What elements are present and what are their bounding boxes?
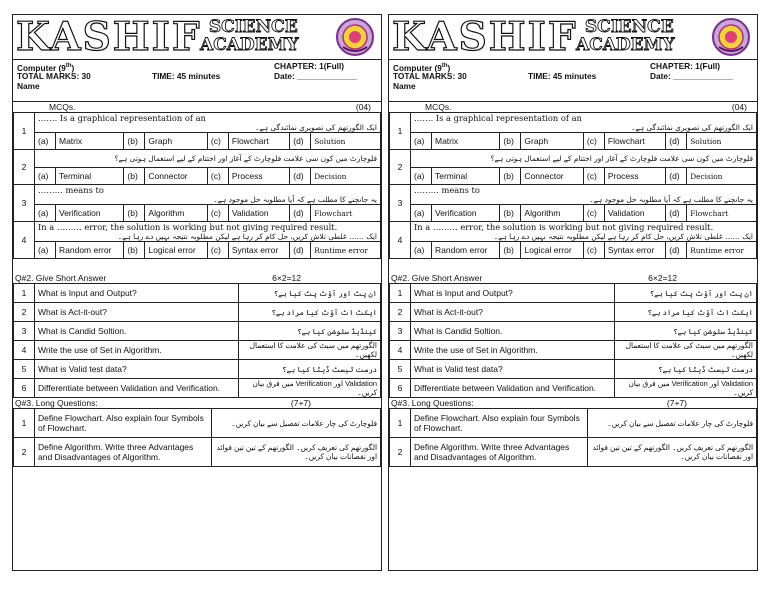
question-number: 2 <box>390 303 411 322</box>
option-text[interactable]: Logical error <box>521 242 583 259</box>
question-urdu: Validation اور Verification میں فرق بیان کریں۔ <box>239 379 381 398</box>
long-question-row <box>390 409 757 438</box>
question-text <box>35 150 381 168</box>
short-marks: 6×2=12 <box>272 273 301 283</box>
question-number: 4 <box>14 341 35 360</box>
exam-sheet <box>12 14 382 571</box>
question-english: Differentiate between Validation and Verification. <box>411 379 615 398</box>
question-number: 3 <box>390 185 411 222</box>
question-english: What is Candid Soltion. <box>35 322 239 341</box>
question-urdu: الگورتھم میں سیٹ کی علامت کا استعمال لکھیں۔ <box>239 341 381 360</box>
class-label: Computer (9th) <box>393 62 451 73</box>
option-letter: (d) <box>290 168 311 185</box>
mcq-options-row <box>390 242 757 259</box>
question-english: Define Flowchart. Also explain four Symbols of Flowchart. <box>35 409 212 438</box>
academy-logo-subtitle <box>200 17 299 55</box>
option-letter: (c) <box>583 133 604 150</box>
option-letter: (d) <box>666 133 687 150</box>
option-letter: (d) <box>290 205 311 222</box>
option-letter: (a) <box>35 242 56 259</box>
mcq-options-row <box>390 133 757 150</box>
question-urdu: ایک الگورتھم کی تصویری نمائندگی ہے۔ <box>631 123 753 132</box>
mcq-options-row <box>14 242 381 259</box>
mcq-section-title <box>13 102 381 112</box>
mcq-question-row <box>390 113 757 133</box>
option-text[interactable]: Terminal <box>432 168 500 185</box>
mcq-marks: (04) <box>355 102 371 112</box>
question-urdu: ایکٹ اٹ آؤٹ کیا مراد ہے؟ <box>239 303 381 322</box>
question-number: 5 <box>14 360 35 379</box>
date-field[interactable]: Date: _____________ <box>650 71 734 81</box>
academy-seal-icon <box>711 17 751 57</box>
question-urdu: فلوچارٹ میں کون سی علامت فلوچارٹ کے آغاز اور اختتام کے لیے استعمال ہوتی ہے؟ <box>490 154 753 163</box>
option-letter: (d) <box>666 168 687 185</box>
mcq-question-row <box>14 185 381 205</box>
option-letter: (a) <box>411 205 432 222</box>
option-letter: (c) <box>207 133 228 150</box>
academy-seal-icon <box>335 17 375 57</box>
academy-logo-text: KASHIF <box>16 14 202 60</box>
question-urdu: ان پٹ اور آؤٹ پٹ کیا ہے؟ <box>239 284 381 303</box>
option-text[interactable]: Flowchart <box>311 205 381 222</box>
question-number: 1 <box>390 113 411 150</box>
total-marks: TOTAL MARKS: 30 <box>17 71 91 81</box>
question-number: 1 <box>14 284 35 303</box>
question-english: What is Input and Output? <box>35 284 239 303</box>
question-text <box>411 185 757 205</box>
logo-line-science: SCIENCE <box>208 17 298 37</box>
question-english: In a ……… error, the solution is working but not giving required result. <box>38 222 338 232</box>
option-letter: (c) <box>583 205 604 222</box>
date-field[interactable]: Date: _____________ <box>274 71 358 81</box>
question-english: What is Act-it-out? <box>35 303 239 322</box>
question-english: What is Input and Output? <box>411 284 615 303</box>
question-urdu: فلوچارٹ کی چار علامات تفصیل سے بیان کریں۔ <box>588 409 757 438</box>
option-letter: (b) <box>124 168 145 185</box>
question-urdu: کینڈیڈ سلوشن کیا ہے؟ <box>239 322 381 341</box>
question-urdu: درست ٹیسٹ ڈیٹا کیا ہے؟ <box>615 360 757 379</box>
long-section-title <box>389 398 757 408</box>
time-label: TIME: 45 minutes <box>152 71 221 81</box>
question-number: 2 <box>14 438 35 467</box>
option-text[interactable]: Random error <box>56 242 124 259</box>
option-letter: (b) <box>500 242 521 259</box>
long-marks: (7+7) <box>666 398 687 408</box>
short-question-row <box>14 341 381 360</box>
option-text[interactable]: Decision <box>687 168 757 185</box>
logo-line-academy: ACADEMY <box>200 35 299 55</box>
short-answer-table <box>13 283 381 398</box>
option-text[interactable]: Connector <box>521 168 583 185</box>
question-urdu: یہ جانچنے کا مطلب ہے کہ آیا مطلوبہ حل موجود ہے۔ <box>589 195 753 204</box>
short-section-title <box>389 273 757 283</box>
academy-logo-subtitle <box>576 17 675 55</box>
mcq-options-row <box>390 205 757 222</box>
mcq-section-title <box>389 102 757 112</box>
option-letter: (d) <box>290 133 311 150</box>
question-urdu: الگورتھم کی تعریف کریں۔ الگورتھم کے تین تین فوائد اور نقصانات بیان کریں۔ <box>212 438 381 467</box>
time-label: TIME: 45 minutes <box>528 71 597 81</box>
option-letter: (b) <box>124 205 145 222</box>
option-letter: (c) <box>207 168 228 185</box>
short-question-row <box>14 303 381 322</box>
question-english: ……… means to <box>38 185 104 195</box>
option-letter: (c) <box>583 242 604 259</box>
question-number: 4 <box>14 222 35 259</box>
option-letter: (b) <box>500 133 521 150</box>
question-text <box>35 222 381 242</box>
mcq-title: MCQs. <box>425 102 452 112</box>
question-urdu: ایکٹ اٹ آؤٹ کیا مراد ہے؟ <box>615 303 757 322</box>
question-number: 5 <box>390 360 411 379</box>
question-number: 3 <box>14 322 35 341</box>
option-letter: (a) <box>411 133 432 150</box>
option-letter: (b) <box>500 168 521 185</box>
long-section-title <box>13 398 381 408</box>
long-question-row <box>14 409 381 438</box>
mcq-options-row <box>14 205 381 222</box>
question-english: Write the use of Set in Algorithm. <box>35 341 239 360</box>
long-title: Q#3. Long Questions: <box>15 398 98 408</box>
question-number: 2 <box>390 150 411 185</box>
mcq-marks: (04) <box>731 102 747 112</box>
question-urdu: ایک الگورتھم کی تصویری نمائندگی ہے۔ <box>255 123 377 132</box>
academy-logo-text: KASHIF <box>392 14 578 60</box>
option-text[interactable]: Terminal <box>56 168 124 185</box>
question-number: 1 <box>14 409 35 438</box>
question-english: ……. Is a graphical representation of an <box>414 113 582 123</box>
question-number: 1 <box>390 284 411 303</box>
option-letter: (d) <box>666 242 687 259</box>
option-text[interactable]: Matrix <box>56 133 124 150</box>
option-text[interactable]: Flowchart <box>228 133 289 150</box>
option-text[interactable]: Solution <box>687 133 757 150</box>
option-letter: (a) <box>35 205 56 222</box>
option-text[interactable]: Logical error <box>145 242 207 259</box>
question-number: 2 <box>14 303 35 322</box>
short-question-row <box>390 379 757 398</box>
mcq-question-row <box>14 222 381 242</box>
long-question-table <box>389 408 757 467</box>
question-urdu: ایک …… غلطی تلاش کریں، حل کام کر رہا ہے لیکن مطلوبہ نتیجہ نہیں دے رہا ہے۔ <box>493 232 753 241</box>
question-english: What is Act-it-out? <box>411 303 615 322</box>
option-text[interactable]: Graph <box>521 133 583 150</box>
mcq-table <box>13 112 381 259</box>
short-question-row <box>14 360 381 379</box>
question-number: 1 <box>390 409 411 438</box>
exam-meta <box>13 60 381 102</box>
option-text[interactable]: Runtime error <box>311 242 381 259</box>
question-english: Define Algorithm. Write three Advantages and Disadvantages of Algorithm. <box>35 438 212 467</box>
option-letter: (a) <box>411 168 432 185</box>
question-urdu: کینڈیڈ سلوشن کیا ہے؟ <box>615 322 757 341</box>
short-question-row <box>14 284 381 303</box>
short-section-title <box>13 273 381 283</box>
name-field[interactable]: Name <box>393 81 416 91</box>
mcq-table <box>389 112 757 259</box>
mcq-options-row <box>14 133 381 150</box>
long-question-row <box>390 438 757 467</box>
long-question-table <box>13 408 381 467</box>
short-question-row <box>390 284 757 303</box>
short-question-row <box>14 379 381 398</box>
option-letter: (a) <box>35 133 56 150</box>
option-text[interactable]: Runtime error <box>687 242 757 259</box>
short-question-row <box>390 322 757 341</box>
option-text[interactable]: Algorithm <box>145 205 207 222</box>
class-label: Computer (9th) <box>17 62 75 73</box>
mcq-question-row <box>390 185 757 205</box>
option-text[interactable]: Verification <box>432 205 500 222</box>
option-text[interactable]: Validation <box>228 205 289 222</box>
exam-meta <box>389 60 757 102</box>
mcq-question-row <box>14 113 381 133</box>
chapter-label: CHAPTER: 1(Full) <box>274 61 345 71</box>
question-number: 6 <box>390 379 411 398</box>
mcq-question-row <box>14 150 381 168</box>
option-text[interactable]: Graph <box>145 133 207 150</box>
option-text[interactable]: Syntax error <box>228 242 289 259</box>
question-text <box>35 185 381 205</box>
logo-line-science: SCIENCE <box>584 17 674 37</box>
option-text[interactable]: Flowchart <box>687 205 757 222</box>
short-question-row <box>390 303 757 322</box>
question-english: In a ……… error, the solution is working but not giving required result. <box>414 222 714 232</box>
question-english: What is Valid test data? <box>411 360 615 379</box>
question-number: 3 <box>390 322 411 341</box>
question-urdu: ایک …… غلطی تلاش کریں، حل کام کر رہا ہے لیکن مطلوبہ نتیجہ نہیں دے رہا ہے۔ <box>117 232 377 241</box>
question-english: ……… means to <box>414 185 480 195</box>
option-text[interactable]: Matrix <box>432 133 500 150</box>
option-text[interactable]: Solution <box>311 133 381 150</box>
long-title: Q#3. Long Questions: <box>391 398 474 408</box>
option-letter: (c) <box>583 168 604 185</box>
sheet-header <box>13 15 381 60</box>
question-english: ……. Is a graphical representation of an <box>38 113 206 123</box>
question-number: 2 <box>390 438 411 467</box>
option-text[interactable]: Flowchart <box>604 133 665 150</box>
option-letter: (c) <box>207 242 228 259</box>
short-answer-table <box>389 283 757 398</box>
question-urdu: فلوچارٹ کی چار علامات تفصیل سے بیان کریں۔ <box>212 409 381 438</box>
long-marks: (7+7) <box>290 398 311 408</box>
question-english: Write the use of Set in Algorithm. <box>411 341 615 360</box>
option-letter: (d) <box>290 242 311 259</box>
total-marks: TOTAL MARKS: 30 <box>393 71 467 81</box>
question-text <box>411 222 757 242</box>
question-number: 4 <box>390 222 411 259</box>
option-letter: (c) <box>207 205 228 222</box>
option-text[interactable]: Verification <box>56 205 124 222</box>
question-english: What is Candid Soltion. <box>411 322 615 341</box>
name-field[interactable]: Name <box>17 81 40 91</box>
long-question-row <box>14 438 381 467</box>
option-text[interactable]: Process <box>604 168 665 185</box>
option-letter: (a) <box>411 242 432 259</box>
question-number: 4 <box>390 341 411 360</box>
option-text[interactable]: Decision <box>311 168 381 185</box>
question-english: Differentiate between Validation and Verification. <box>35 379 239 398</box>
option-letter: (a) <box>35 168 56 185</box>
question-number: 1 <box>14 113 35 150</box>
question-text <box>411 150 757 168</box>
question-text <box>35 113 381 133</box>
option-text[interactable]: Algorithm <box>521 205 583 222</box>
option-text[interactable]: Connector <box>145 168 207 185</box>
option-letter: (d) <box>666 205 687 222</box>
question-urdu: فلوچارٹ میں کون سی علامت فلوچارٹ کے آغاز اور اختتام کے لیے استعمال ہوتی ہے؟ <box>114 154 377 163</box>
short-question-row <box>390 341 757 360</box>
mcq-options-row <box>390 168 757 185</box>
question-urdu: الگورتھم میں سیٹ کی علامت کا استعمال لکھیں۔ <box>615 341 757 360</box>
exam-sheet <box>388 14 758 571</box>
question-number: 6 <box>14 379 35 398</box>
question-urdu: درست ٹیسٹ ڈیٹا کیا ہے؟ <box>239 360 381 379</box>
option-text[interactable]: Random error <box>432 242 500 259</box>
mcq-title: MCQs. <box>49 102 76 112</box>
short-title: Q#2. Give Short Answer <box>15 273 107 283</box>
option-letter: (b) <box>124 133 145 150</box>
option-text[interactable]: Validation <box>604 205 665 222</box>
short-question-row <box>14 322 381 341</box>
option-letter: (b) <box>124 242 145 259</box>
chapter-label: CHAPTER: 1(Full) <box>650 61 721 71</box>
option-text[interactable]: Process <box>228 168 289 185</box>
mcq-options-row <box>14 168 381 185</box>
question-english: Define Algorithm. Write three Advantages and Disadvantages of Algorithm. <box>411 438 588 467</box>
question-english: What is Valid test data? <box>35 360 239 379</box>
question-urdu: یہ جانچنے کا مطلب ہے کہ آیا مطلوبہ حل موجود ہے۔ <box>213 195 377 204</box>
question-urdu: Validation اور Verification میں فرق بیان کریں۔ <box>615 379 757 398</box>
question-english: Define Flowchart. Also explain four Symbols of Flowchart. <box>411 409 588 438</box>
question-number: 3 <box>14 185 35 222</box>
mcq-question-row <box>390 150 757 168</box>
option-letter: (b) <box>500 205 521 222</box>
sheet-header <box>389 15 757 60</box>
question-number: 2 <box>14 150 35 185</box>
mcq-question-row <box>390 222 757 242</box>
question-text <box>411 113 757 133</box>
question-urdu: ان پٹ اور آؤٹ پٹ کیا ہے؟ <box>615 284 757 303</box>
logo-line-academy: ACADEMY <box>576 35 675 55</box>
short-question-row <box>390 360 757 379</box>
question-urdu: الگورتھم کی تعریف کریں۔ الگورتھم کے تین تین فوائد اور نقصانات بیان کریں۔ <box>588 438 757 467</box>
short-marks: 6×2=12 <box>648 273 677 283</box>
short-title: Q#2. Give Short Answer <box>391 273 483 283</box>
option-text[interactable]: Syntax error <box>604 242 665 259</box>
